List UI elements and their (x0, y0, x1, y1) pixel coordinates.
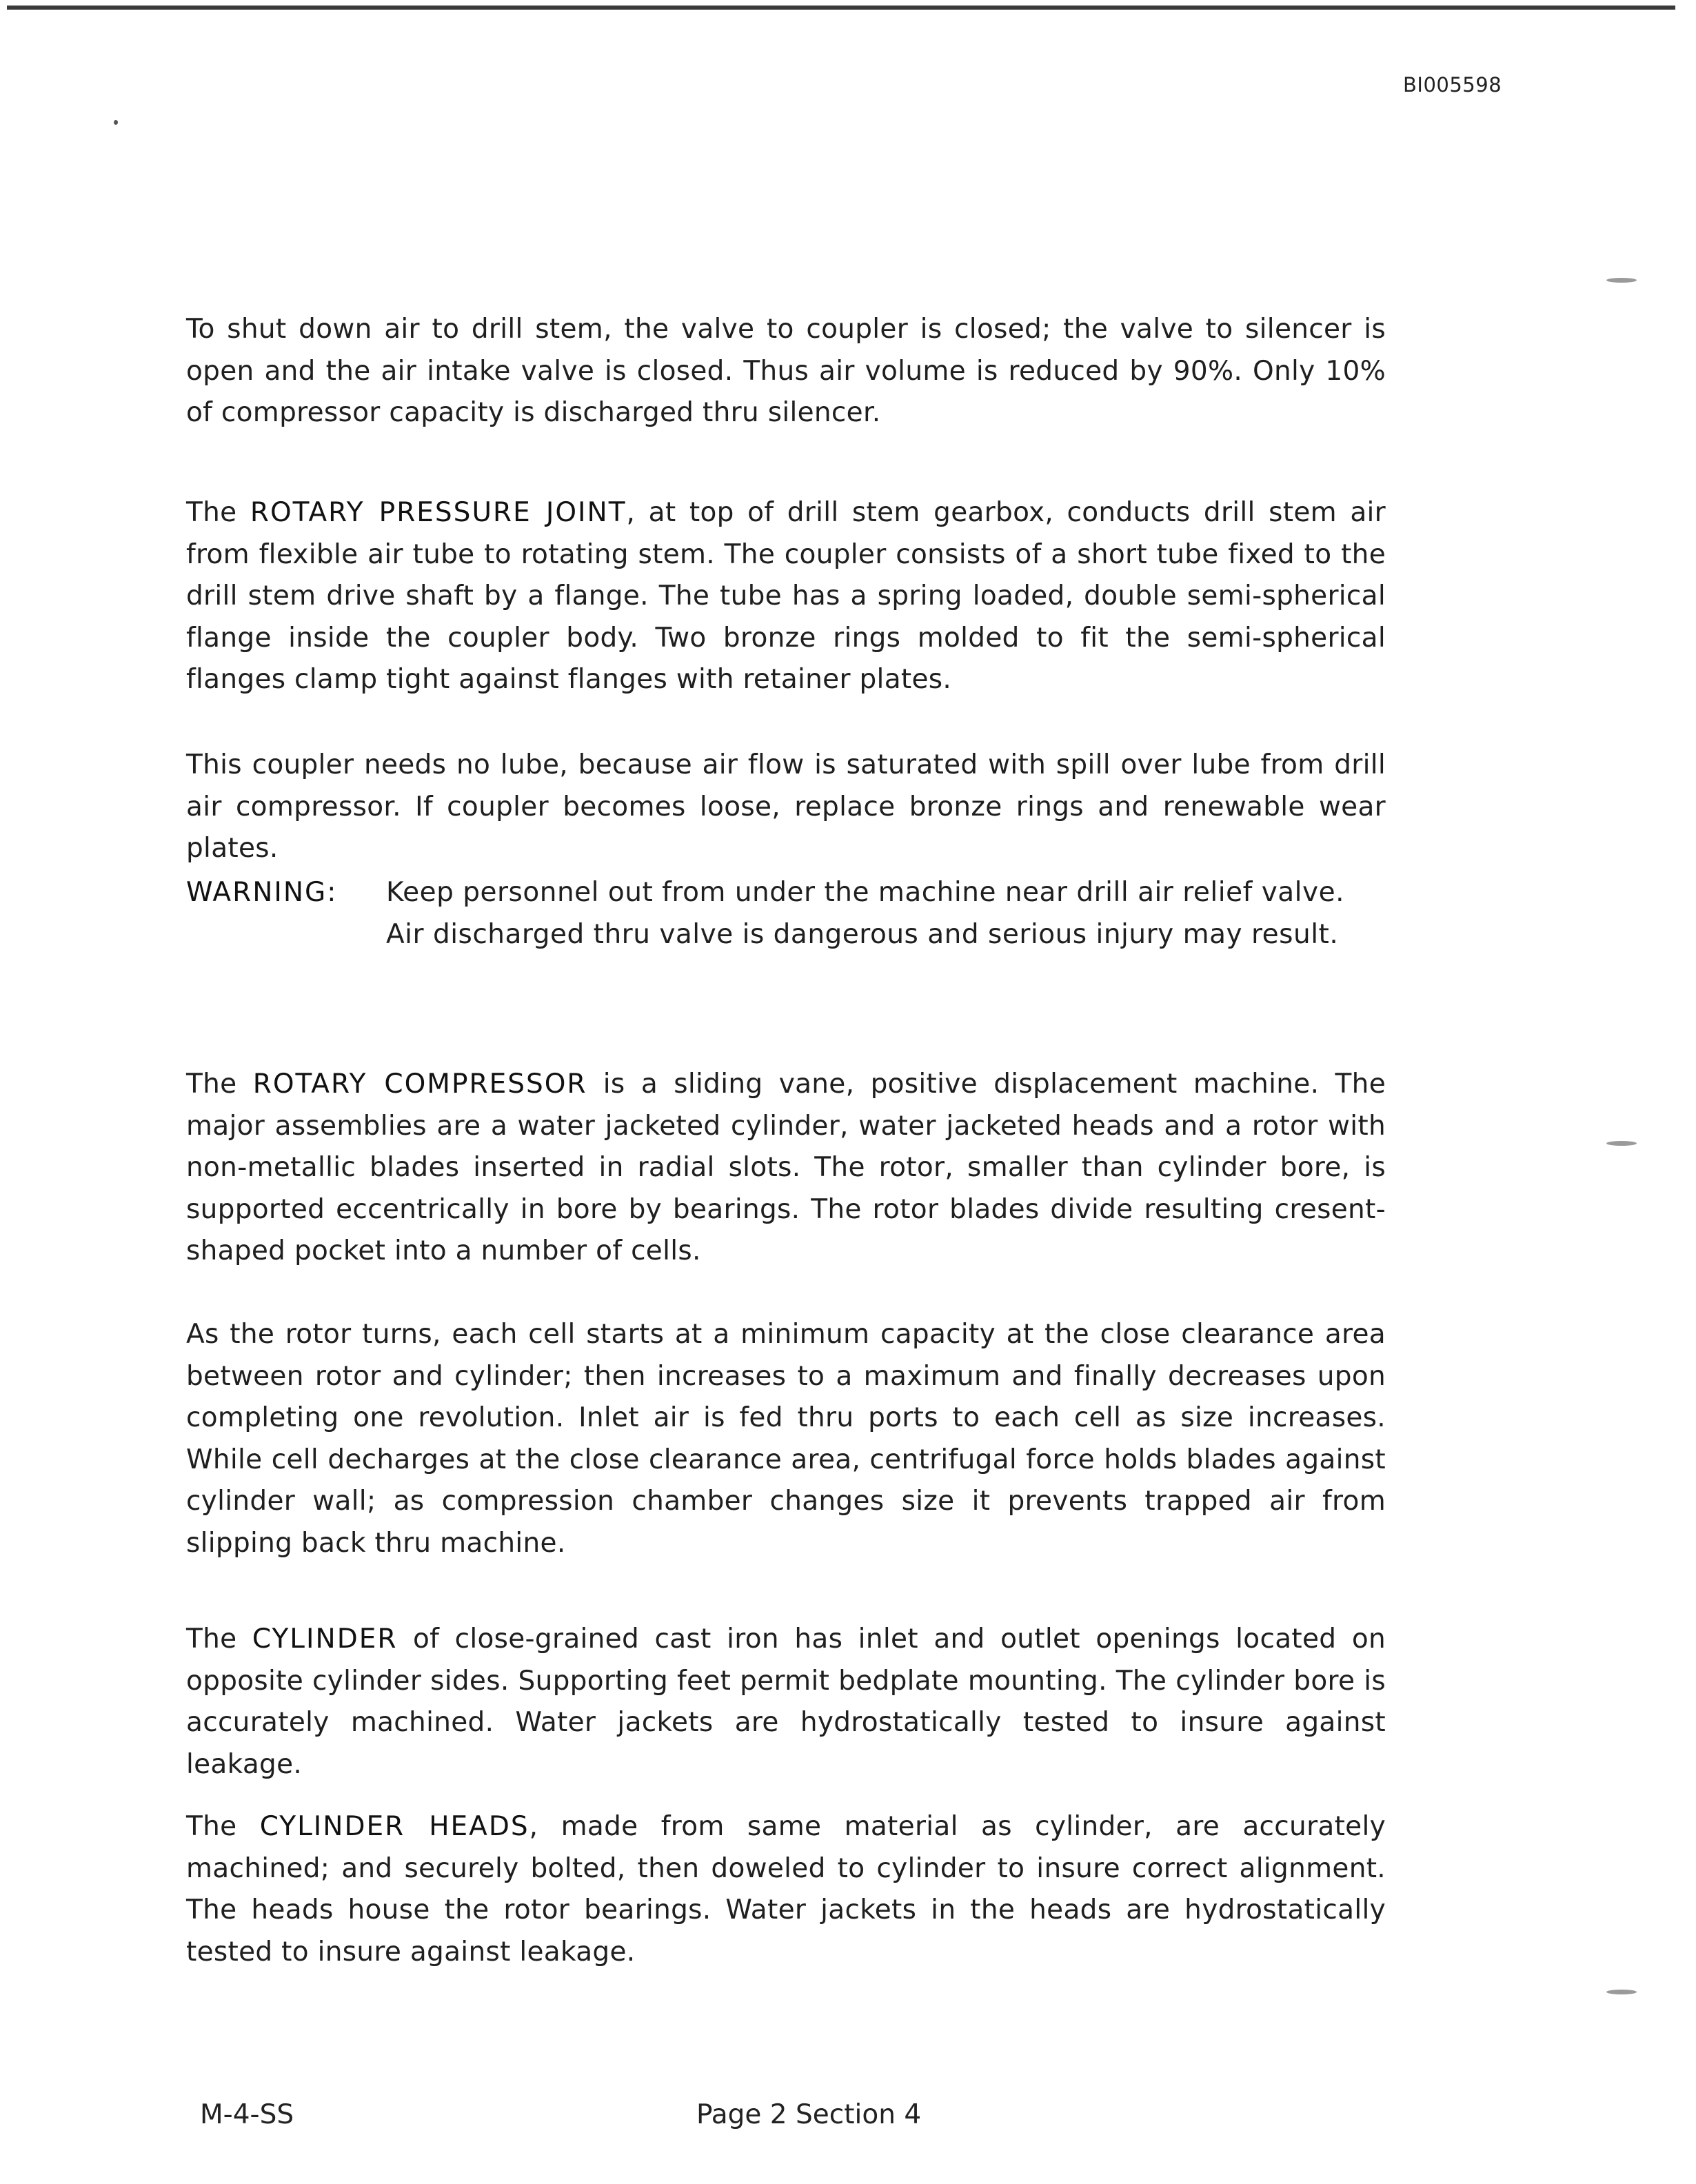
paragraph-text: of close-grained cast iron has inlet and outlet openings located on opposite cylinder sides. Supporting feet permit bedplate mounting. The cylinder bore is accurately machined. Water jackets are hydrostatically tested to insure against leakage. (186, 1624, 1386, 1780)
warning-text: Keep personnel out from under the machine near drill air relief valve. Air discharged thru valve is dangerous and serious injury may result. (386, 877, 1344, 950)
term-cylinder-heads: CYLINDER HEADS (259, 1811, 529, 1842)
document-id: BI005598 (1403, 73, 1502, 97)
paragraph-text: is a sliding vane, positive displacement machine. The major assemblies are a water jacketed cylinder, water jacketed heads and a rotor with non-metallic blades inserted in radial slots. The rotor, smaller than cylinder bore, is supported eccentrically in bore by bearings. The rotor blades divide resulting cresent-shaped pocket into a number of cells. (186, 1069, 1386, 1266)
paragraph-text: To shut down air to drill stem, the valve to coupler is closed; the valve to silencer is open and the air intake valve is closed. Thus air volume is reduced by 90%. Only 10% of compressor capacity is discharged thru silencer. (186, 314, 1386, 428)
scan-speck (114, 120, 118, 125)
paragraph-lead: The (186, 1811, 237, 1842)
margin-mark (1606, 1990, 1637, 1994)
paragraph-cylinder-heads (186, 1806, 1386, 1973)
term-rotary-pressure-joint: ROTARY PRESSURE JOINT (250, 497, 627, 528)
paragraph-lead: The (186, 497, 237, 528)
paragraph-shutdown (186, 309, 1386, 434)
paragraph-text: As the rotor turns, each cell starts at a minimum capacity at the close clearance area between rotor and cylinder; then increases to a maximum and finally decreases upon completing one revolution. Inlet air is fed thru ports to each cell as size increases. While cell decharges at the close clearance area, centrifugal force holds blades against cylinder wall; as compression chamber changes size it prevents trapped air from slipping back thru machine. (186, 1319, 1386, 1559)
paragraph-lead: The (186, 1069, 237, 1100)
footer-page-number: Page 2 Section 4 (696, 2099, 922, 2130)
paragraph-text: , at top of drill stem gearbox, conducts drill stem air from flexible air tube to rotating stem. The coupler consists of a short tube fixed to the drill stem drive shaft by a flange. The tube has a spring loaded, double semi-spherical flange inside the coupler body. Two bronze rings molded to fit the semi-spherical flanges clamp tight against flanges with retainer plates. (186, 497, 1386, 695)
footer-doc-code: M-4-SS (200, 2099, 294, 2130)
paragraph-rotor-operation (186, 1314, 1386, 1564)
paragraph-text: This coupler needs no lube, because air flow is saturated with spill over lube from drill air compressor. If coupler becomes loose, replace bronze rings and renewable wear plates. (186, 749, 1386, 864)
paragraph-rotary-pressure-joint (186, 492, 1386, 701)
paragraph-coupler-lube (186, 745, 1386, 870)
warning-label: WARNING: (186, 877, 338, 908)
paragraph-rotary-compressor (186, 1064, 1386, 1273)
top-rule (7, 6, 1675, 10)
paragraph-lead: The (186, 1624, 237, 1655)
term-cylinder: CYLINDER (252, 1624, 398, 1655)
term-rotary-compressor: ROTARY COMPRESSOR (252, 1069, 587, 1100)
paragraph-text: , made from same material as cylinder, are accurately machined; and securely bolted, then doweled to cylinder to insure correct alignment. The heads house the rotor bearings. Water jackets in the heads are hydrostatically tested to insure against leakage. (186, 1811, 1386, 1968)
margin-mark (1606, 1141, 1637, 1146)
margin-mark (1606, 278, 1637, 283)
paragraph-cylinder (186, 1619, 1386, 1786)
